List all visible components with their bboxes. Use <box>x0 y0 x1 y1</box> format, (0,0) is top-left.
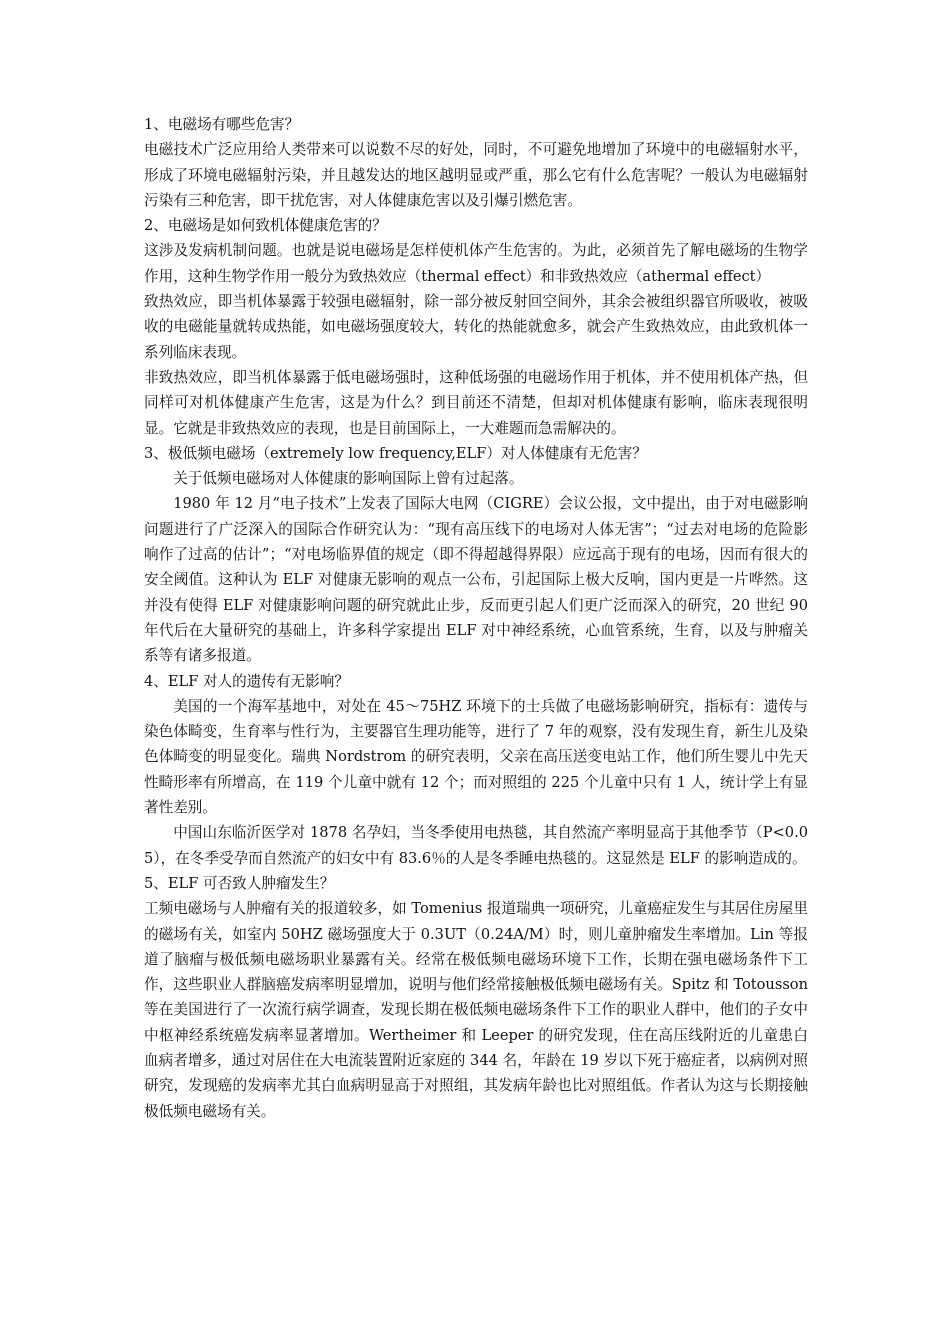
paragraph: 电磁技术广泛应用给人类带来可以说数不尽的好处，同时，不可避免地增加了环境中的电磁辐射水平，形成了环境电磁辐射污染，并且越发达的地区越明显或严重，那么它有什么危害呢？一般认为电磁辐射污染有三种危害，即干扰危害，对人体健康危害以及引爆引燃危害。 <box>144 141 808 209</box>
paragraph: 1980 年 12 月“电子技术”上发表了国际大电网（CIGRE）会议公报，文中提出，由于对电磁影响问题进行了广泛深入的国际合作研究认为：“现有高压线下的电场对人体无害”；“过去对电场的危险影响作了过高的估计”；“对电场临界值的规定（即不得超越得界限）应远高于现有的电场，因而有很大的安全阈值。这种认为 ELF 对健康无影响的观点一公布，引起国际上极大反响，国内更是一片哗然。这并没有使得 ELF 对健康影响问题的研究就此止步，反而更引起人们更广泛而深入的研究，20 世纪 90 年代后在大量研究的基础上，许多科学家提出 ELF 对中神经系统，心血管系统，生育，以及与肿瘤关系等有诸多报道。 <box>144 495 808 665</box>
section-heading-3: 3、极低频电磁场（extremely low frequency,ELF）对人体健康有无危害？ <box>144 444 647 462</box>
document-page <box>144 112 808 1124</box>
paragraph: 工频电磁场与人肿瘤有关的报道较多，如 Tomenius 报道瑞典一项研究，儿童癌症发生与其居住房屋里的磁场有关，如室内 50HZ 磁场强度大于 0.3UT（0.24A/M）时，则儿童肿瘤发生率增加。Lin 等报道了脑瘤与极低频电磁场职业暴露有关。经常在极低频电磁场环境下工作，长期在强电磁场条件下工作，这些职业人群脑癌发病率明显增加，说明与他们经常接触极低频电磁场有关。Spitz 和 Totousson 等在美国进行了一次流行病学调查，发现长期在极低频电磁场条件下工作的职业人群中，他们的子女中中枢神经系统癌发病率显著增加。Wertheimer 和 Leeper 的研究发现，住在高压线附近的儿童患白血病者增多，通过对居住在大电流装置附近家庭的 344 名，年龄在 19 岁以下死于癌症者，以病例对照研究，发现癌的发病率尤其白血病明显高于对照组，其发病年龄也比对照组低。作者认为这与长期接触极低频电磁场有关。 <box>144 900 808 1120</box>
paragraph: 致热效应，即当机体暴露于较强电磁辐射，除一部分被反射回空间外，其余会被组织器官所吸收，被吸收的电磁能量就转成热能，如电磁场强度较大，转化的热能就愈多，就会产生致热效应，由此致机体一系列临床表现。 <box>144 293 808 361</box>
section-heading-1: 1、电磁场有哪些危害？ <box>144 116 300 133</box>
paragraph: 美国的一个海军基地中，对处在 45～75HZ 环境下的士兵做了电磁场影响研究，指标有：遗传与染色体畸变，生育率与性行为，主要器官生理功能等，进行了 7 年的观察，没有发现生育，新生儿及染色体畸变的明显变化。瑞典 Nordstrom 的研究表明，父亲在高压送变电站工作，他们所生婴儿中先天性畸形率有所增高，在 119 个儿童中就有 12 个；而对照组的 225 个儿童中只有 1 人，统计学上有显著性差别。 <box>144 697 808 817</box>
paragraph: 中国山东临沂医学对 1878 名孕妇，当冬季使用电热毯，其自然流产率明显高于其他季节（P<0.05），在冬季受孕而自然流产的妇女中有 83.6％的人是冬季睡电热毯的。这显然是 ELF 的影响造成的。 <box>144 824 808 867</box>
paragraph: 非致热效应，即当机体暴露于低电磁场强时，这种低场强的电磁场作用于机体，并不使用机体产热，但同样可对机体健康产生危害，这是为什么？到目前还不清楚，但却对机体健康有影响，临床表现很明显。它就是非致热效应的表现，也是目前国际上，一大难题而急需解决的。 <box>144 368 808 437</box>
section-heading-2: 2、电磁场是如何致机体健康危害的？ <box>144 217 387 235</box>
paragraph: 这涉及发病机制问题。也就是说电磁场是怎样使机体产生危害的。为此，必须首先了解电磁场的生物学作用，这种生物学作用一般分为致热效应（thermal effect）和非致热效应（athermal effect） <box>144 242 808 285</box>
section-heading-5: 5、ELF 可否致人肿瘤发生？ <box>144 874 335 892</box>
section-heading-4: 4、ELF 对人的遗传有无影响？ <box>144 672 349 690</box>
paragraph: 关于低频电磁场对人体健康的影响国际上曾有过起落。 <box>173 470 524 488</box>
